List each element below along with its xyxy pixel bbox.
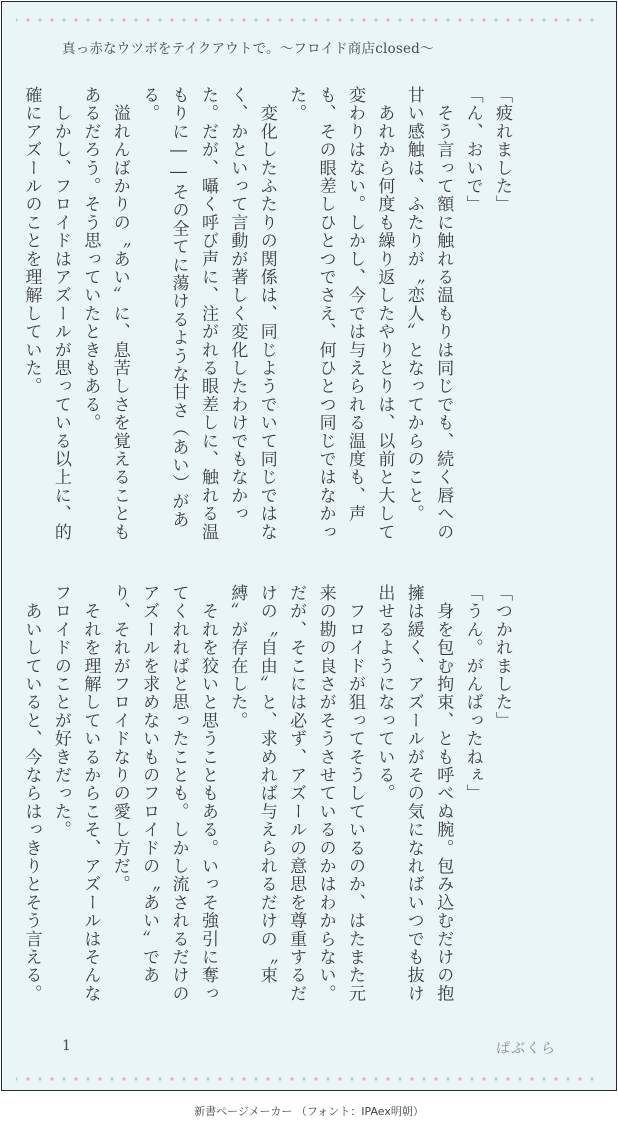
page-number: 1 [62, 1038, 71, 1054]
author-name: ぱぶくら [496, 1041, 556, 1057]
book-page [1, 1, 617, 1091]
page-header-title: 真っ赤なウツボをテイクアウトで。～フロイド商店closed～ [62, 41, 434, 57]
paragraph: 身を包む拘束、とも呼べぬ腕。包み込むだけの抱擁は緩く、アズールがその気になればいつでも抜け出せるようになっている。 [374, 584, 454, 1003]
paragraph: 「つかれました」 [492, 584, 512, 730]
paragraph: 「疲れました」 [492, 86, 512, 214]
top-dot-border [16, 18, 602, 22]
paragraph: フロイドが狙ってそうしているのか、はたまた元来の勘の良さがそうさせているのかはわからない。だが、そこには必ず、アズールの意思を尊重するだけの〝自由〟と、求めれば与えられるだけの〝束縛〟が存在した。 [227, 584, 365, 1003]
paragraph: 「ん、おいで」 [462, 86, 483, 214]
paragraph: 変化したふたりの関係は、同じようでいて同じではなく、かといって言動が著しく変化したわけでもなかった。だが、囁く呼び声に、注がれる眼差しに、触れる温もりに――その全てに蕩けるような甘さ（あい）がある。 [139, 86, 277, 541]
upper-text-column [21, 86, 516, 546]
generator-credit: 新書ページメーカー （フォント：IPAex明朝） [194, 1105, 424, 1118]
bottom-dot-border [16, 1077, 602, 1081]
paragraph: しかし、フロイドはアズールが思っている以上に、的確にアズールのことを理解していた。 [21, 86, 71, 541]
paragraph: 「うん。がんばったねぇ」 [462, 584, 483, 803]
lower-text-column [21, 584, 516, 1004]
paragraph: あれから何度も繰り返したやりとりは、以前と大して変わりはない。しかし、今では与えられる温度も、声も、その眼差しひとつでさえ、何ひとつ同じではなかった。 [286, 86, 395, 541]
paragraph: それを狡いと思うこともある。いっそ強引に奪ってくれればと思ったことも。しかし流されるだけのアズールを求めないものフロイドの〝あい〟であり、それがフロイドなりの愛し方だ。 [109, 584, 218, 1003]
paragraph: それを理解しているからこそ、アズールはそんなフロイドのことが好きだった。 [50, 584, 101, 1003]
paragraph: そう言って額に触れる温もりは同じでも、続く唇への甘い感触は、ふたりが〝恋人〟となってからのこと。 [403, 86, 454, 541]
paragraph: 溢れんばかりの〝あい〟に、息苦しさを覚えることもあるだろう。そう思っていたときもある。 [80, 86, 130, 541]
paragraph: あいしていると、今ならはっきりとそう言える。 [21, 584, 42, 1003]
